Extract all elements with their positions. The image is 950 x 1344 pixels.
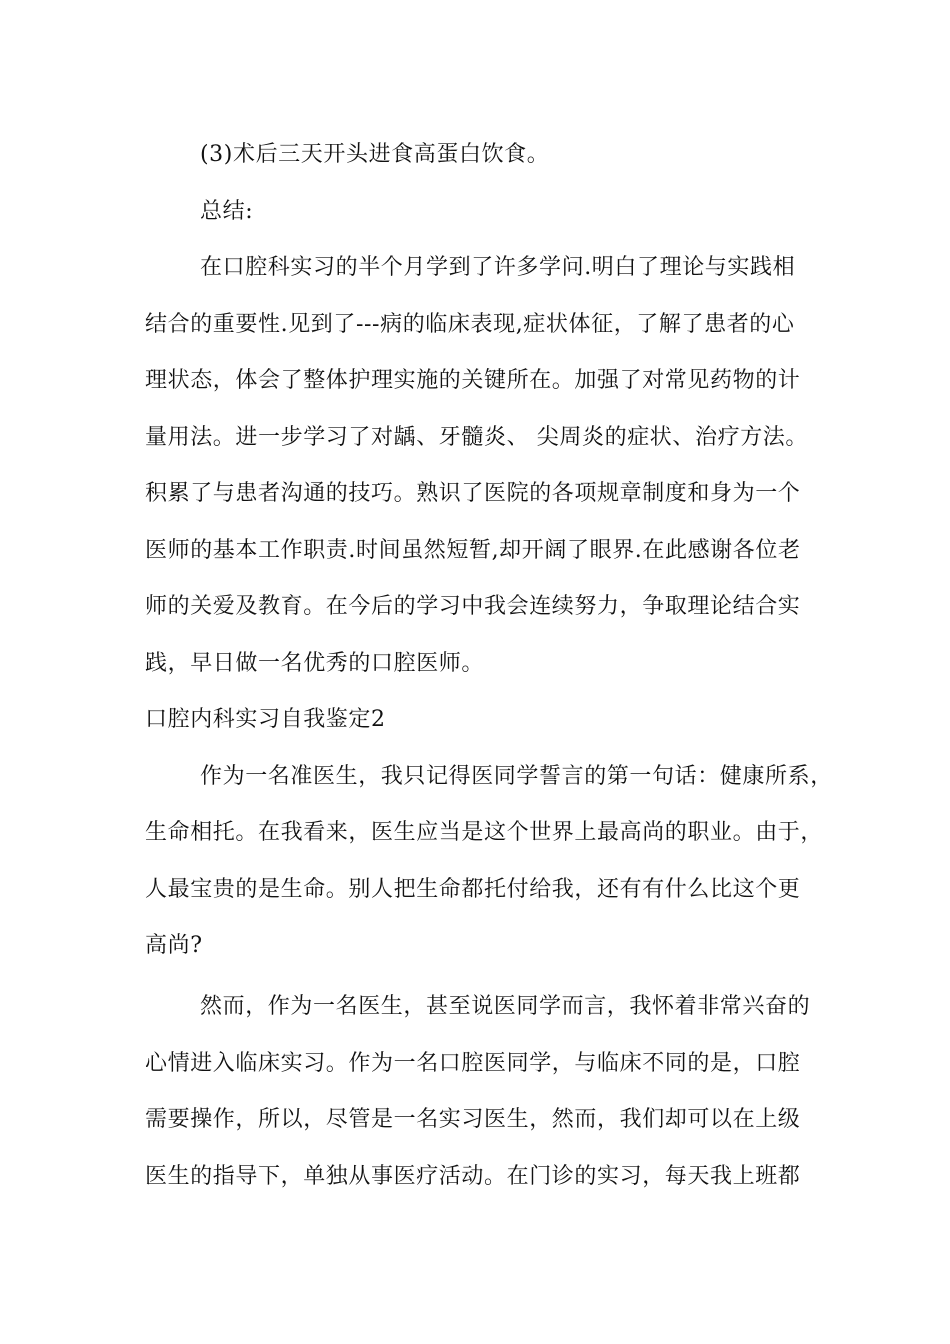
- paragraph-line: 师的关爱及教育。在今后的学习中我会连续努力，争取理论结合实: [145, 594, 801, 619]
- paragraph-line: 践，早日做一名优秀的口腔医师。: [145, 651, 485, 676]
- paragraph-line: 需要操作，所以，尽管是一名实习医生，然而，我们却可以在上级: [145, 1107, 801, 1132]
- summary-heading: 总结:: [200, 199, 254, 224]
- paragraph-line: 心情进入临床实习。作为一名口腔医同学，与临床不同的是，口腔: [145, 1051, 801, 1076]
- paragraph-line: 高尚?: [145, 933, 203, 958]
- paragraph-line: 然而，作为一名医生，甚至说医同学而言，我怀着非常兴奋的: [200, 994, 811, 1019]
- paragraph-line: 医师的基本工作职责.时间虽然短暂,却开阔了眼界.在此感谢各位老: [145, 538, 801, 563]
- paragraph-line: 人最宝贵的是生命。别人把生命都托付给我，还有有什么比这个更: [145, 877, 801, 902]
- paragraph-line: 量用法。进一步学习了对龋、牙髓炎、 尖周炎的症状、治疗方法。: [145, 425, 808, 450]
- paragraph-line: 理状态，体会了整体护理实施的关键所在。加强了对常见药物的计: [145, 368, 801, 393]
- diet-note-line: (3)术后三天开头进食高蛋白饮食。: [200, 142, 550, 167]
- paragraph-line: 积累了与患者沟通的技巧。熟识了医院的各项规章制度和身为一个: [145, 481, 801, 506]
- section-heading: 口腔内科实习自我鉴定2: [145, 707, 386, 732]
- paragraph-line: 在口腔科实习的半个月学到了许多学问.明白了理论与实践相: [200, 255, 796, 280]
- paragraph-line: 生命相托。在我看来，医生应当是这个世界上最高尚的职业。由于，: [145, 820, 824, 845]
- paragraph-line: 医生的指导下，单独从事医疗活动。在门诊的实习，每天我上班都: [145, 1164, 801, 1189]
- paragraph-line: 结合的重要性.见到了---病的临床表现,症状体征，了解了患者的心: [145, 312, 795, 337]
- paragraph-line: 作为一名准医生，我只记得医同学誓言的第一句话：健康所系，: [200, 764, 833, 789]
